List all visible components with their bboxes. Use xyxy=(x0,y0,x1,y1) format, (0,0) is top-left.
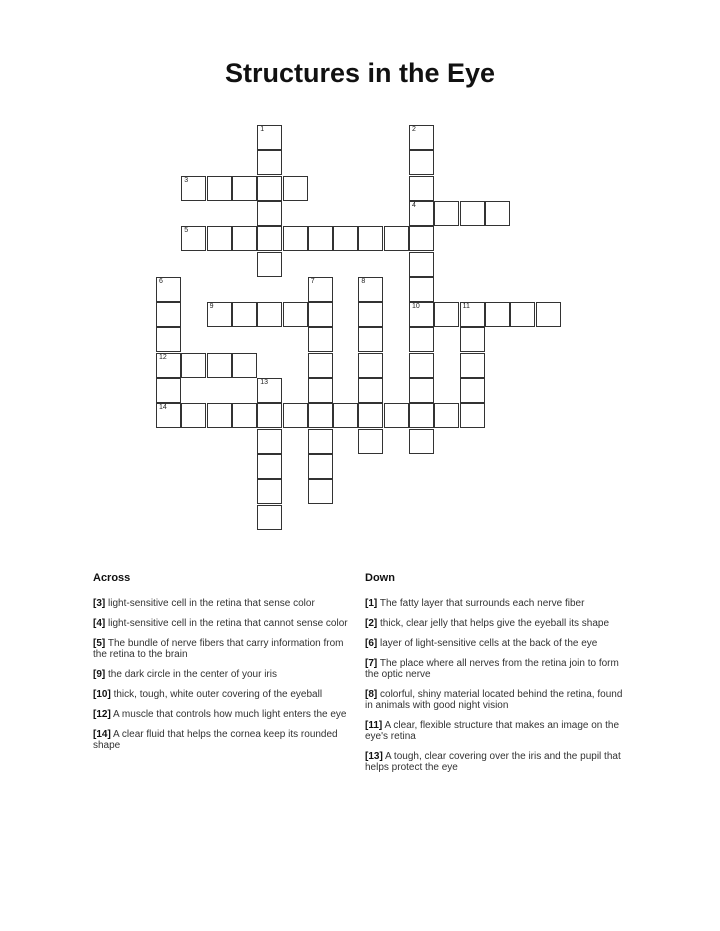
clue-down xyxy=(365,638,630,649)
grid-cell[interactable] xyxy=(409,403,434,428)
grid-cell[interactable] xyxy=(409,277,434,302)
cell-number: 14 xyxy=(159,404,167,412)
grid-cell[interactable] xyxy=(409,429,434,454)
grid-cell[interactable] xyxy=(308,353,333,378)
clue-across xyxy=(93,638,358,660)
grid-cell[interactable] xyxy=(181,403,206,428)
cell-number: 5 xyxy=(184,227,189,235)
clue-text: The bundle of nerve fibers that carry information from the retina to the brain xyxy=(93,638,344,660)
grid-cell[interactable] xyxy=(283,302,308,327)
grid-cell[interactable] xyxy=(232,403,257,428)
clue-text: thick, tough, white outer covering of the eyeball xyxy=(113,689,323,700)
clue-number: [11] xyxy=(365,720,383,731)
clue-text: colorful, shiny material located behind the retina, found in animals with good night vision xyxy=(365,689,623,711)
grid-cell[interactable] xyxy=(181,353,206,378)
cell-number: 13 xyxy=(260,379,268,386)
cell-number: 11 xyxy=(462,303,470,311)
clue-across xyxy=(93,729,358,751)
clue-number: [3] xyxy=(93,598,106,609)
grid-cell[interactable] xyxy=(409,252,434,277)
cell-number: 7 xyxy=(310,277,315,285)
grid-cell[interactable] xyxy=(409,150,434,175)
grid-cell[interactable] xyxy=(308,378,333,403)
grid-cell[interactable] xyxy=(257,302,282,327)
grid-cell[interactable] xyxy=(257,505,282,530)
grid-cell[interactable] xyxy=(358,429,383,454)
clue-number: [12] xyxy=(93,709,111,720)
grid-cell[interactable] xyxy=(156,403,181,428)
grid-cell[interactable] xyxy=(257,226,282,251)
clue-number: [7] xyxy=(365,658,378,669)
grid-cell[interactable] xyxy=(257,403,282,428)
clue-text: the dark circle in the center of your iris xyxy=(108,669,277,680)
clue-number: [13] xyxy=(365,751,383,762)
cell-number: 4 xyxy=(412,201,416,209)
grid-cell[interactable] xyxy=(181,176,206,201)
grid-cell[interactable] xyxy=(257,150,282,175)
clue-text: layer of light-sensitive cells at the back of the eye xyxy=(380,638,598,649)
cell-number: 1 xyxy=(260,126,265,133)
grid-cell[interactable] xyxy=(257,479,282,504)
cell-number: 8 xyxy=(361,277,366,285)
clue-across xyxy=(93,689,358,700)
grid-cell[interactable] xyxy=(308,277,333,302)
grid-cell[interactable] xyxy=(434,403,459,428)
grid-cell[interactable] xyxy=(409,201,434,226)
grid-cell[interactable] xyxy=(434,302,459,327)
grid-cell[interactable] xyxy=(283,176,308,201)
grid-cell[interactable] xyxy=(460,403,485,428)
clue-number: [6] xyxy=(365,638,378,649)
grid-cell[interactable] xyxy=(409,125,434,150)
clue-number: [5] xyxy=(93,638,106,649)
cell-number: 6 xyxy=(159,277,163,285)
grid-cell[interactable] xyxy=(358,327,383,352)
cell-number: 2 xyxy=(412,126,416,133)
grid-cell[interactable] xyxy=(308,479,333,504)
grid-cell[interactable] xyxy=(156,302,181,327)
cell-number: 3 xyxy=(184,176,189,184)
clue-down xyxy=(365,720,630,742)
grid-cell[interactable] xyxy=(207,176,232,201)
grid-cell[interactable] xyxy=(384,226,409,251)
grid-cell[interactable] xyxy=(257,125,282,150)
grid-cell[interactable] xyxy=(485,302,510,327)
grid-cell[interactable] xyxy=(156,353,181,378)
grid-cell[interactable] xyxy=(257,454,282,479)
grid-cell[interactable] xyxy=(409,353,434,378)
grid-cell[interactable] xyxy=(308,327,333,352)
grid-cell[interactable] xyxy=(207,302,232,327)
grid-cell[interactable] xyxy=(283,226,308,251)
grid-cell[interactable] xyxy=(207,226,232,251)
grid-cell[interactable] xyxy=(257,378,282,403)
clue-number: [9] xyxy=(93,669,106,680)
grid-cell[interactable] xyxy=(409,302,434,327)
grid-cell[interactable] xyxy=(358,403,383,428)
grid-cell[interactable] xyxy=(460,378,485,403)
grid-cell[interactable] xyxy=(358,226,383,251)
clue-text: A muscle that controls how much light enters the eye xyxy=(113,709,347,720)
clue-across xyxy=(93,618,358,629)
clue-across xyxy=(93,709,358,720)
grid-cell[interactable] xyxy=(460,327,485,352)
clue-text: The place where all nerves from the retina join to form the optic nerve xyxy=(365,658,619,680)
clue-down xyxy=(365,689,630,711)
grid-cell[interactable] xyxy=(358,277,383,302)
clue-number: [10] xyxy=(93,689,111,700)
grid-cell[interactable] xyxy=(232,302,257,327)
page-title: Structures in the Eye xyxy=(224,58,496,88)
grid-cell[interactable] xyxy=(257,429,282,454)
grid-cell[interactable] xyxy=(358,302,383,327)
grid-cell[interactable] xyxy=(409,378,434,403)
grid-cell[interactable] xyxy=(308,302,333,327)
grid-cell[interactable] xyxy=(384,403,409,428)
grid-cell[interactable] xyxy=(308,226,333,251)
clue-down xyxy=(365,618,630,629)
grid-cell[interactable] xyxy=(485,201,510,226)
clue-text: light-sensitive cell in the retina that cannot sense color xyxy=(108,618,348,629)
grid-cell[interactable] xyxy=(409,226,434,251)
clue-number: [4] xyxy=(93,618,106,629)
grid-cell[interactable] xyxy=(156,277,181,302)
grid-cell[interactable] xyxy=(308,454,333,479)
grid-cell[interactable] xyxy=(232,226,257,251)
grid-cell[interactable] xyxy=(308,403,333,428)
grid-cell[interactable] xyxy=(257,201,282,226)
grid-cell[interactable] xyxy=(257,176,282,201)
grid-cell[interactable] xyxy=(460,353,485,378)
across-clues xyxy=(93,572,358,760)
grid-cell[interactable] xyxy=(207,403,232,428)
grid-cell[interactable] xyxy=(409,327,434,352)
clue-across xyxy=(93,669,358,680)
cell-number: 12 xyxy=(159,353,167,361)
clue-text: A tough, clear covering over the iris and the pupil that helps protect the eye xyxy=(365,751,621,773)
cell-number: 10 xyxy=(412,303,420,311)
grid-cell[interactable] xyxy=(434,201,459,226)
grid-cell[interactable] xyxy=(460,201,485,226)
grid-cell[interactable] xyxy=(460,302,485,327)
grid-cell[interactable] xyxy=(156,327,181,352)
grid-cell[interactable] xyxy=(156,378,181,403)
grid-cell[interactable] xyxy=(358,378,383,403)
clue-number: [14] xyxy=(93,729,111,740)
grid-cell[interactable] xyxy=(283,403,308,428)
grid-cell[interactable] xyxy=(257,252,282,277)
clue-number: [1] xyxy=(365,598,378,609)
clue-text: A clear, flexible structure that makes an image on the eye's retina xyxy=(365,720,620,742)
grid-cell[interactable] xyxy=(232,176,257,201)
clue-down xyxy=(365,751,630,773)
across-heading: Across xyxy=(93,572,131,584)
grid-cell[interactable] xyxy=(333,403,358,428)
grid-cell[interactable] xyxy=(536,302,561,327)
down-clues xyxy=(365,572,630,782)
clue-text: A clear fluid that helps the cornea keep its rounded shape xyxy=(93,729,338,751)
cell-number: 9 xyxy=(209,303,214,311)
clue-number: [2] xyxy=(365,618,378,629)
grid-cell[interactable] xyxy=(333,226,358,251)
clue-text: The fatty layer that surrounds each nerve fiber xyxy=(379,598,585,609)
clue-text: light-sensitive cell in the retina that sense color xyxy=(108,598,315,609)
grid-cell[interactable] xyxy=(510,302,535,327)
grid-cell[interactable] xyxy=(181,226,206,251)
grid-cell[interactable] xyxy=(358,353,383,378)
clue-number: [8] xyxy=(365,689,378,700)
grid-cell[interactable] xyxy=(308,429,333,454)
clue-across xyxy=(93,598,358,609)
grid-cell[interactable] xyxy=(207,353,232,378)
grid-cell[interactable] xyxy=(409,176,434,201)
clue-down xyxy=(365,658,630,680)
clue-text: thick, clear jelly that helps give the eyeball its shape xyxy=(380,618,610,629)
grid-cell[interactable] xyxy=(232,353,257,378)
clue-down xyxy=(365,598,630,609)
down-heading: Down xyxy=(365,572,395,584)
